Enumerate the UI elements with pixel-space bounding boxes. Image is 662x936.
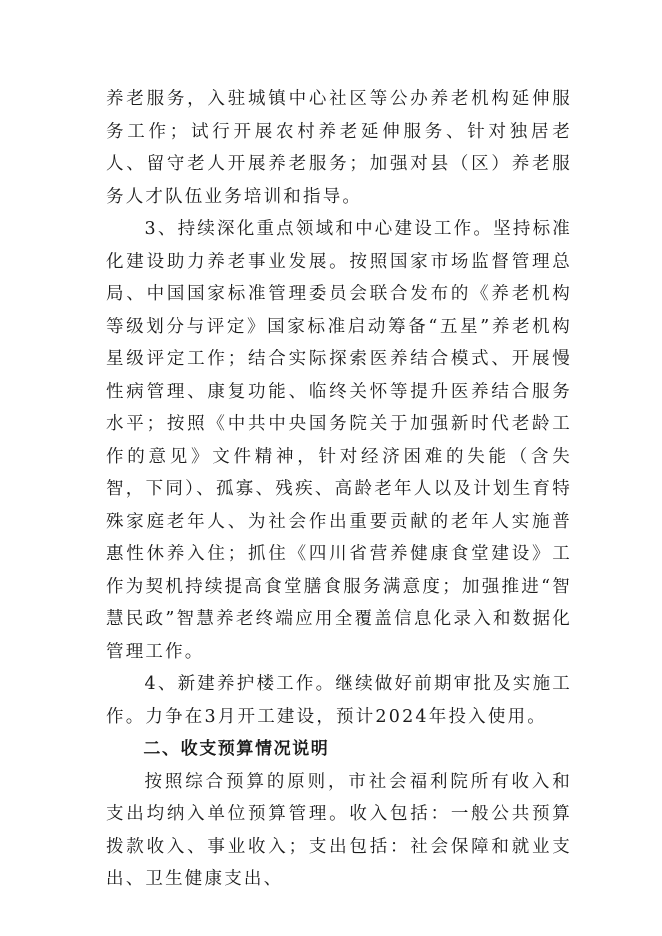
section-heading: 二、收支预算情况说明 [143,739,330,759]
document-body [106,83,572,896]
paragraph-item-3: 3、持续深化重点领域和中心建设工作。坚持标准化建设助力养老事业发展。按照国家市场监督管理总局、中国国家标准管理委员会联合发布的《养老机构等级划分与评定》国家标准启动筹备“五星”养老机构星级评定工作；结合实际探索医养结合模式、开展慢性病管理、康复功能、临终关怀等提升医养结合服务水平；按照《中共中央国务院关于加强新时代老龄工作的意见》文件精神，针对经济困难的失能（含失智，下同）、孤寡、残疾、高龄老年人以及计划生育特殊家庭老年人、为社会作出重要贡献的老年人实施普惠性休养入住；抓住《四川省营养健康食堂建设》工作为契机持续提高食堂膳食服务满意度；加强推进“智慧民政”智慧养老终端应用全覆盖信息化录入和数据化管理工作。 [106,219,572,662]
paragraph-continuation: 养老服务，入驻城镇中心社区等公办养老机构延伸服务工作；试行开展农村养老延伸服务、针对独居老人、留守老人开展养老服务；加强对县（区）养老服务人才队伍业务培训和指导。 [106,89,572,207]
paragraph-item-4: 4、新建养护楼工作。继续做好前期审批及实施工作。力争在3月开工建设，预计2024年投入使用。 [106,674,572,727]
paragraph-budget-description: 按照综合预算的原则，市社会福利院所有收入和支出均纳入单位预算管理。收入包括：一般公共预算拨款收入、事业收入；支出包括：社会保障和就业支出、卫生健康支出、 [106,771,572,889]
